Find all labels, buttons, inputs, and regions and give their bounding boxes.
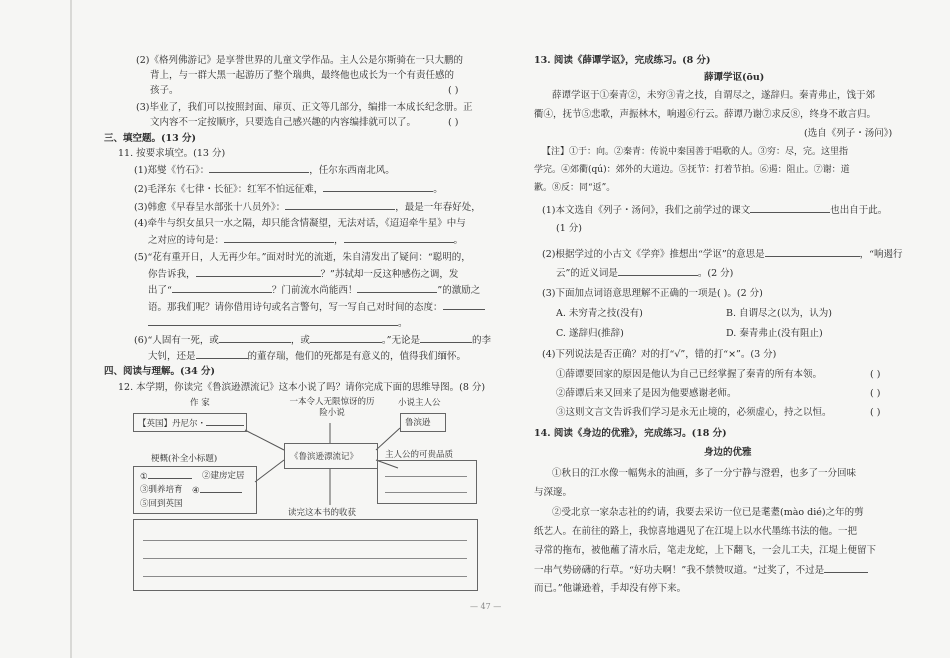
section3-heading: 三、填空题。(13 分) <box>104 133 197 144</box>
plot-item-3: ③驯养培育 <box>140 485 183 495</box>
q11-5-line2: 你告诉我， ？”苏轼却一反这种感伤之调，发 <box>148 269 459 280</box>
q11-heading: 11. 按要求填空。(13 分) <box>118 148 226 159</box>
author-label: 作 家 <box>190 398 210 408</box>
blank[interactable] <box>148 469 192 479</box>
q3-answer-paren[interactable]: ( ) <box>448 117 459 128</box>
answer-line <box>143 576 467 577</box>
q11-5-line1: (5)“花有重开日，人无再少年。”面对时光的流逝，朱自清发出了疑问：“聪明的， <box>134 252 471 263</box>
judge-2-paren[interactable]: ( ) <box>870 388 881 399</box>
q13-1-line1: (1)本文选自《列子・汤问》，我们之前学过的课文 也出自于此。 <box>542 205 888 216</box>
gain-label: 读完这本书的收获 <box>288 508 357 518</box>
q14-text-line5: 寻常的拖布，被他蘸了清水后，笔走龙蛇，上下翻飞，一会儿工夫，江堤上便留下 <box>534 545 877 556</box>
q14-text-line6: 一串气势磅礴的行草。“好功夫啊！”我不禁赞叹道。“过奖了，不过是 <box>534 563 868 577</box>
q11-6-line2: 大钊，还是 的董存瑞，他们的死都是有意义的，值得我们缅怀。 <box>148 351 467 362</box>
q13-title: 薛谭学讴(ōu) <box>704 72 765 83</box>
blank[interactable] <box>750 203 830 213</box>
q11-2: (2)毛泽东《七律・长征》：红军不怕远征难， 。 <box>134 184 443 195</box>
answer-line <box>143 540 467 541</box>
q13-1-line2: (1 分) <box>556 223 582 234</box>
q2-line1: (2)《格列佛游记》是享誉世界的儿童文学作品。主人公是尔斯骑在一只大鹏的 <box>136 55 463 66</box>
q11-1: (1)郑燮《竹石》： ，任尔东西南北风。 <box>134 165 395 176</box>
judge-3: ③这则文言文告诉我们学习是永无止境的，必须虚心，持之以恒。 <box>556 407 832 418</box>
blank[interactable] <box>824 563 868 573</box>
q13-text-line2: 衢④，抚节⑤悲歌，声振林木，响遏⑥行云。薛谭乃谢⑦求反⑧，终身不敢言归。 <box>534 109 877 120</box>
q14-text-line4: 纸艺人。在前往的路上，我惊喜地遇见了在江堤上以水代墨练书法的他。一把 <box>534 526 858 537</box>
option-d[interactable]: D. 秦青弗止(没有阻止) <box>726 328 823 339</box>
answer-line <box>385 476 467 477</box>
page-number: — 47 — <box>470 602 502 611</box>
q14-text-line2: 与深邃。 <box>534 487 573 498</box>
protagonist-text: 鲁滨逊 <box>405 418 431 428</box>
q11-4-line2: 之对应的诗句是： ， 。 <box>148 235 464 246</box>
q14-heading: 14. 阅读《身边的优雅》，完成练习。(18 分) <box>534 428 727 439</box>
center-title: 《鲁滨逊漂流记》 <box>290 452 359 462</box>
q13-notes-line3: 歉。⑧反：同“返”。 <box>534 183 616 193</box>
plot-item-5: ⑤回到英国 <box>140 499 183 509</box>
author-text: 【英国】丹尼尔・ <box>138 416 244 429</box>
q13-text-line1: 薛谭学讴于①秦青②，未穷③青之技，自谓尽之，遂辞归。秦青弗止，饯于郊 <box>552 90 876 101</box>
q11-5-line4: 语。那我们呢？请你借用诗句或名言警句，写一写自己对时间的态度： <box>148 300 485 314</box>
q3-line1: (3)毕业了，我们可以按照封面、扉页、正文等几部分，编排一本成长纪念册。正 <box>136 102 473 113</box>
judge-1: ①薛谭要回家的原因是他认为自己已经掌握了秦青的所有本领。 <box>556 369 823 380</box>
q11-5-line5: 。 <box>148 316 408 330</box>
q13-2-line1: (2)根据学过的小古文《学弈》推想出“学讴”的意思是 ，“响遏行 <box>542 249 903 260</box>
q14-text-line1: ①秋日的江水像一幅隽永的油画，多了一分宁静与澄碧，也多了一分回味 <box>552 468 857 479</box>
q13-2-line2: 云”的近义词是 。(2 分) <box>556 268 734 279</box>
book-type-label: 一本令人无限惊讶的历险小说 <box>289 397 375 418</box>
blank[interactable] <box>618 266 698 276</box>
protagonist-label: 小说主人公 <box>398 398 441 408</box>
q13-heading: 13. 阅读《薛谭学讴》，完成练习。(8 分) <box>534 55 711 66</box>
q13-4-heading: (4)下列说法是否正确？对的打“√”，错的打“×”。(3 分) <box>542 349 777 360</box>
quality-box[interactable] <box>377 460 477 504</box>
q11-6-line1: (6)“人固有一死，或 ，或 。”无论是 的李 <box>134 335 491 346</box>
q11-4-line1: (4)牵牛与织女虽只一水之隔，却只能含情凝望，无法对话，《迢迢牵牛星》中与 <box>134 218 466 229</box>
plot-item-4: ④ <box>192 483 242 496</box>
plot-item-2: ②建房定居 <box>202 471 245 481</box>
plot-item-1: ① <box>140 469 192 482</box>
answer-line <box>385 492 467 493</box>
q14-text-line7: 而已。”他谦逊着，手却没有停下来。 <box>534 583 687 594</box>
q13-3-heading: (3)下面加点词语意思理解不正确的一项是( )。(2 分) <box>542 288 763 299</box>
gain-box[interactable] <box>133 519 478 591</box>
q2-line2: 背上，与一群大黑一起游历了整个瑞典，最终他也成长为一个有责任感的 <box>150 70 455 81</box>
q14-title: 身边的优雅 <box>704 447 752 458</box>
q13-notes-line2: 学完。④郊衢(qú)：郊外的大道边。⑤抚节：打着节拍。⑥遏：阻止。⑦谢：道 <box>534 165 850 175</box>
judge-1-paren[interactable]: ( ) <box>870 369 881 380</box>
q11-5-line3: 出了“ ？门前流水尚能西！ ”的激励之 <box>148 285 481 296</box>
plot-label: 梗概(补全小标题) <box>151 454 218 464</box>
q12-heading: 12. 本学期，你读完《鲁滨逊漂流记》这本小说了吗？请你完成下面的思维导图。(8 分) <box>118 382 486 393</box>
answer-line <box>143 558 467 559</box>
q11-3: (3)韩愈《早春呈水部张十八员外》： ，最是一年春好处， <box>134 202 481 213</box>
q2-answer-paren[interactable]: ( ) <box>448 85 459 96</box>
judge-2: ②薛谭后来又回来了是因为他要感谢老师。 <box>556 388 737 399</box>
judge-3-paren[interactable]: ( ) <box>870 407 881 418</box>
blank[interactable] <box>200 483 242 493</box>
option-c[interactable]: C. 遂辞归(推辞) <box>556 328 624 339</box>
option-b[interactable]: B. 自谓尽之(以为，认为) <box>726 308 832 319</box>
q13-source: (选自《列子・汤问》) <box>804 128 893 139</box>
q2-line3: 孩子。 <box>150 85 179 96</box>
blank[interactable] <box>206 416 244 426</box>
q13-notes-line1: 【注】①于：向。②秦青：传说中秦国善于唱歌的人。③穷：尽，完。这里指 <box>542 147 849 157</box>
section4-heading: 四、阅读与理解。(34 分) <box>104 366 216 377</box>
quality-label: 主人公的可贵品质 <box>385 450 454 460</box>
option-a[interactable]: A. 未穷青之技(没有) <box>556 308 643 319</box>
q14-text-line3: ②受北京一家杂志社的约请，我要去采访一位已是耄耋(mào dié)之年的剪 <box>552 507 864 518</box>
q3-line2: 文内容不一定按顺序，只要选自己感兴趣的内容编排就可以了。 <box>150 117 417 128</box>
blank[interactable] <box>765 247 860 257</box>
